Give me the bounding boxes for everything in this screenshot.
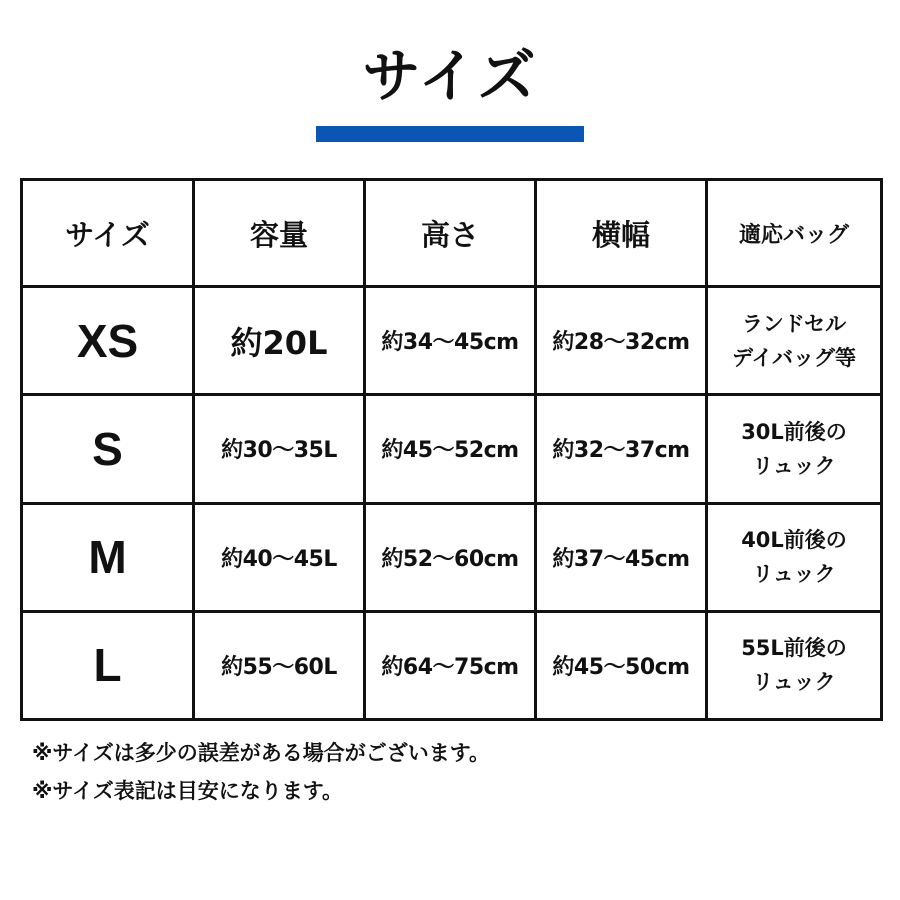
bag-cell-line: デイバッグ等 [731,345,857,370]
height-cell: 約64〜75cm [365,611,536,719]
size-cell: L [22,611,194,719]
capacity-cell: 約40〜45L [194,503,365,611]
note-tolerance: ※サイズは多少の誤差がある場合がございます。 [32,741,491,765]
table-row [22,611,882,719]
bag-cell [707,287,882,395]
title-underline [316,126,584,142]
width-cell: 約37〜45cm [536,503,707,611]
header-capacity: 容量 [194,180,365,287]
bag-cell-line: ランドセル [741,311,847,336]
width-cell: 約45〜50cm [536,611,707,719]
capacity-cell: 約20L [194,287,365,395]
header-width: 横幅 [536,180,707,287]
bag-cell-line: リュック [752,453,836,478]
size-table [20,178,883,721]
header-compatible-bag: 適応バッグ [707,180,882,287]
height-cell: 約52〜60cm [365,503,536,611]
bag-cell-line: 40L前後の [741,528,847,553]
header-size: サイズ [22,180,194,287]
note-guideline: ※サイズ表記は目安になります。 [32,779,344,803]
table-row [22,395,882,503]
size-cell: M [22,503,194,611]
table-row [22,503,882,611]
height-cell: 約45〜52cm [365,395,536,503]
bag-cell-line: リュック [752,562,836,587]
header-height: 高さ [365,180,536,287]
table-header-row [22,180,882,287]
bag-cell-line: リュック [752,670,836,695]
page-title: サイズ [362,42,538,110]
size-cell: XS [22,287,194,395]
width-cell: 約28〜32cm [536,287,707,395]
bag-cell [707,395,882,503]
table-row [22,287,882,395]
bag-cell [707,503,882,611]
size-cell: S [22,395,194,503]
capacity-cell: 約30〜35L [194,395,365,503]
bag-cell [707,611,882,719]
bag-cell-line: 30L前後の [741,419,847,444]
capacity-cell: 約55〜60L [194,611,365,719]
bag-cell-line: 55L前後の [741,636,847,661]
width-cell: 約32〜37cm [536,395,707,503]
height-cell: 約34〜45cm [365,287,536,395]
